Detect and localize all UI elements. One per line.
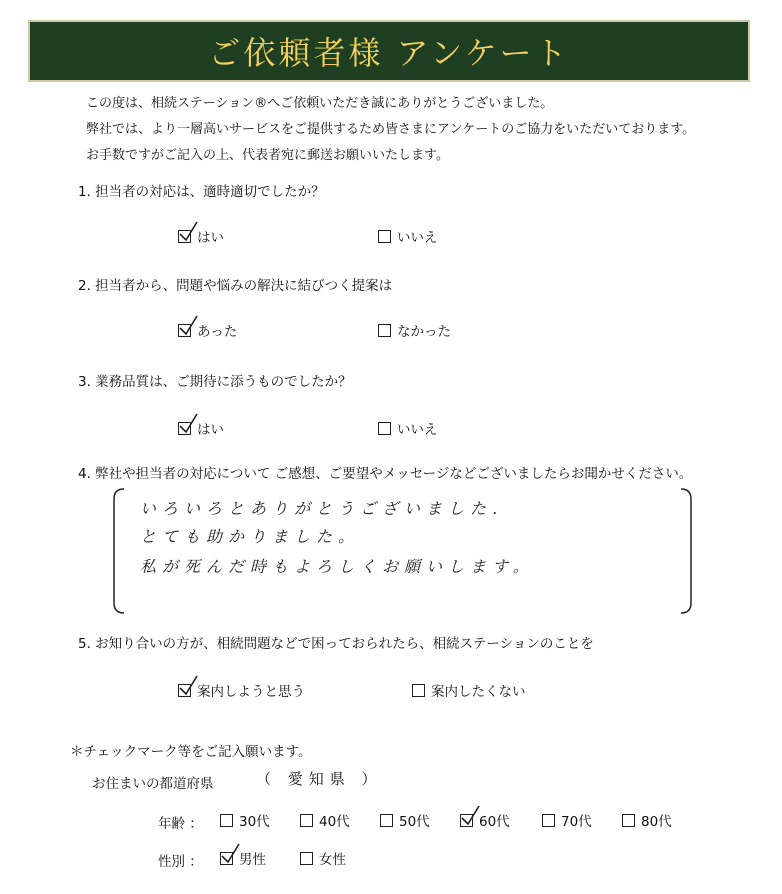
q2-option-yes-label: あった <box>197 324 238 340</box>
survey-header-banner <box>28 20 750 82</box>
checkbox-icon[interactable] <box>378 422 391 435</box>
prefecture-label: お住まいの都道府県 <box>92 776 214 792</box>
age-option-60s-label: 60代 <box>479 814 510 830</box>
age-option-80s-label: 80代 <box>641 814 672 830</box>
age-option-70s[interactable] <box>542 810 592 830</box>
checkbox-icon[interactable] <box>380 814 393 827</box>
age-option-40s[interactable] <box>300 810 350 830</box>
intro-line-2: 弊社では、より一層高いサービスをご提供するため皆さまにアンケートのご協力をいただいております。 <box>86 122 696 137</box>
age-label: 年齢 ： <box>158 816 203 832</box>
question-4: 4. 弊社や担当者の対応について ご感想、ご要望やメッセージなどございましたらお聞かせください。 <box>78 466 693 482</box>
q3-option-yes-label: はい <box>197 422 224 438</box>
age-option-50s-label: 50代 <box>399 814 430 830</box>
q2-option-yes[interactable] <box>178 320 237 340</box>
comment-line-2: とても助かりました。 <box>140 527 361 546</box>
checkbox-icon[interactable] <box>622 814 635 827</box>
comment-line-3: 私が死んだ時もよろしくお願いします。 <box>140 557 535 576</box>
q5-option-recommend[interactable] <box>178 680 305 700</box>
prefecture-value: （ 愛知県 ） <box>256 770 383 788</box>
checkbox-icon[interactable] <box>300 852 313 865</box>
checkbox-checked-icon[interactable] <box>178 230 191 243</box>
q1-option-yes-label: はい <box>197 230 224 246</box>
age-option-30s[interactable] <box>220 810 270 830</box>
question-5: 5. お知り合いの方が、相続問題などで困っておられたら、相続ステーションのことを <box>78 636 594 652</box>
checkbox-icon[interactable] <box>378 230 391 243</box>
instruction-note: ＊チェックマーク等をご記入願います。 <box>70 744 312 760</box>
survey-title: ご依頼者様 アンケート <box>208 34 570 72</box>
checkbox-icon[interactable] <box>542 814 555 827</box>
age-option-70s-label: 70代 <box>561 814 592 830</box>
q3-option-no-label: いいえ <box>397 422 438 438</box>
question-2: 2. 担当者から、問題や悩みの解決に結びつく提案は <box>78 278 393 294</box>
age-option-30s-label: 30代 <box>239 814 270 830</box>
intro-line-3: お手数ですがご記入の上、代表者宛に郵送お願いいたします。 <box>86 148 449 163</box>
q5-option-not-recommend-label: 案内したくない <box>431 684 526 700</box>
age-option-50s[interactable] <box>380 810 430 830</box>
q1-option-no-label: いいえ <box>397 230 438 246</box>
q3-option-yes[interactable] <box>178 418 224 438</box>
checkbox-icon[interactable] <box>412 684 425 697</box>
question-1: 1. 担当者の対応は、適時適切でしたか？ <box>78 184 325 200</box>
age-option-80s[interactable] <box>622 810 672 830</box>
q5-option-not-recommend[interactable] <box>412 680 526 700</box>
gender-option-male-label: 男性 <box>239 852 266 868</box>
gender-option-female-label: 女性 <box>319 852 346 868</box>
q1-option-no[interactable] <box>378 226 438 246</box>
question-3: 3. 業務品質は、ご期待に添うものでしたか？ <box>78 374 352 390</box>
checkbox-checked-icon[interactable] <box>178 684 191 697</box>
q5-option-recommend-label: 案内しようと思う <box>197 684 305 700</box>
checkbox-icon[interactable] <box>220 814 233 827</box>
q3-option-no[interactable] <box>378 418 438 438</box>
checkbox-checked-icon[interactable] <box>178 324 191 337</box>
checkbox-icon[interactable] <box>300 814 313 827</box>
q2-option-no[interactable] <box>378 320 451 340</box>
intro-line-1: この度は、相続ステーション®へご依頼いただき誠にありがとうございました。 <box>86 96 554 111</box>
checkbox-checked-icon[interactable] <box>178 422 191 435</box>
checkbox-checked-icon[interactable] <box>220 852 233 865</box>
age-option-60s[interactable] <box>460 810 510 830</box>
gender-label: 性別 ： <box>158 854 203 870</box>
gender-option-female[interactable] <box>300 848 346 868</box>
comment-line-1: いろいろとありがとうございました． <box>140 499 515 518</box>
gender-option-male[interactable] <box>220 848 266 868</box>
checkbox-checked-icon[interactable] <box>460 814 473 827</box>
q1-option-yes[interactable] <box>178 226 224 246</box>
age-option-40s-label: 40代 <box>319 814 350 830</box>
checkbox-icon[interactable] <box>378 324 391 337</box>
q2-option-no-label: なかった <box>397 324 451 340</box>
